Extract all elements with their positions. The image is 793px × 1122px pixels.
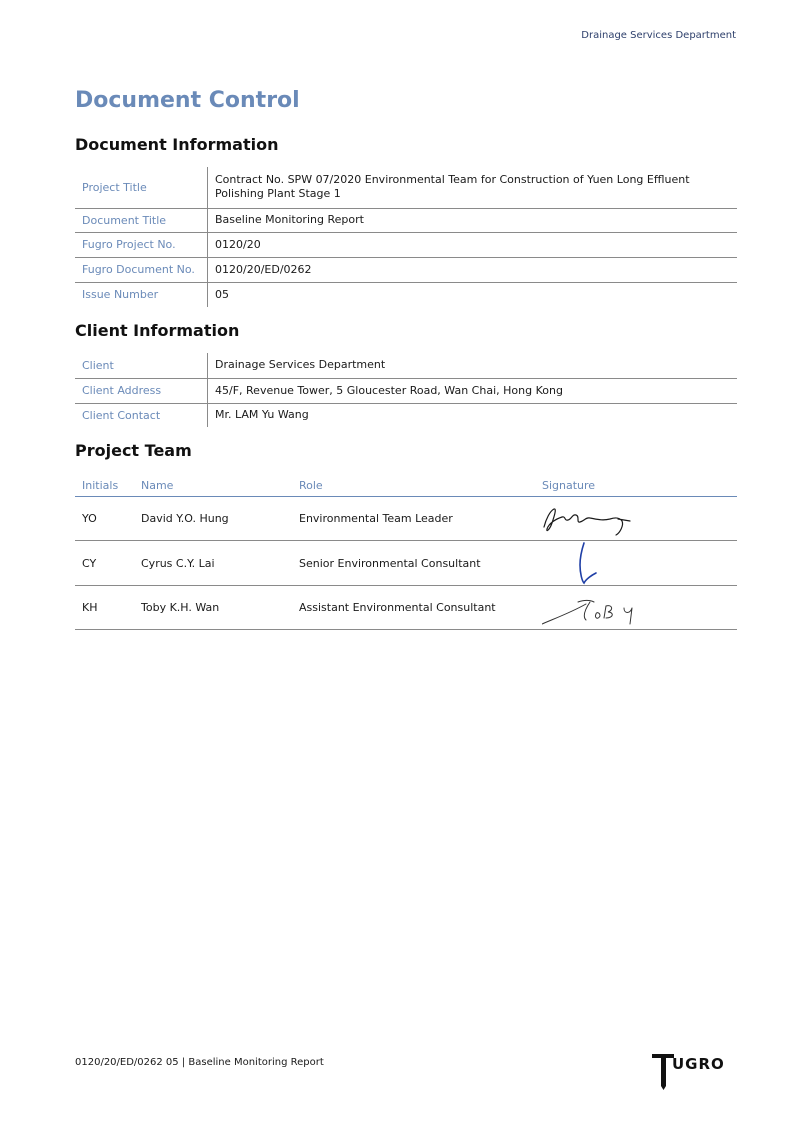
row-label: Issue Number — [75, 282, 208, 307]
table-header-row — [75, 476, 737, 497]
row-value: 0120/20/ED/0262 — [215, 262, 312, 276]
footer-document-reference: 0120/20/ED/0262 05 | Baseline Monitoring Report — [75, 1057, 324, 1068]
svg-text:UGRO: UGRO — [672, 1055, 725, 1073]
member-initials: YO — [75, 497, 134, 541]
member-name: David Y.O. Hung — [134, 497, 292, 541]
member-initials: CY — [75, 541, 134, 586]
table-row — [75, 232, 737, 257]
table-row — [75, 282, 737, 307]
row-label: Fugro Project No. — [75, 232, 208, 257]
member-role: Senior Environmental Consultant — [292, 541, 535, 586]
table-row — [75, 257, 737, 282]
column-header-initials: Initials — [75, 476, 134, 497]
member-signature — [535, 586, 737, 630]
table-row — [75, 403, 737, 427]
document-information-heading: Document Information — [75, 135, 279, 154]
project-team-table — [75, 476, 737, 630]
member-role: Environmental Team Leader — [292, 497, 535, 541]
row-value: 05 — [215, 287, 229, 301]
table-row — [75, 353, 737, 378]
fugro-logo-icon — [652, 1050, 740, 1090]
header-department: Drainage Services Department — [581, 30, 736, 41]
row-value: Drainage Services Department — [215, 358, 386, 372]
member-name: Cyrus C.Y. Lai — [134, 541, 292, 586]
member-initials: KH — [75, 586, 134, 630]
document-information-table — [75, 167, 737, 307]
member-name: Toby K.H. Wan — [134, 586, 292, 630]
member-role: Assistant Environmental Consultant — [292, 586, 535, 630]
row-label: Document Title — [75, 208, 208, 232]
table-row — [75, 167, 737, 208]
column-header-role: Role — [292, 476, 535, 497]
signature-kh-icon — [542, 588, 662, 628]
row-label: Client — [75, 353, 208, 378]
column-header-name: Name — [134, 476, 292, 497]
row-label: Client Contact — [75, 403, 208, 427]
table-row — [75, 208, 737, 232]
table-row — [75, 586, 737, 630]
client-information-heading: Client Information — [75, 321, 240, 340]
row-label: Project Title — [75, 167, 208, 208]
row-value: Baseline Monitoring Report — [215, 213, 364, 226]
member-signature — [535, 497, 737, 541]
member-signature — [535, 541, 737, 586]
client-information-table — [75, 353, 737, 427]
row-value: 0120/20 — [215, 237, 261, 251]
table-row — [75, 541, 737, 586]
column-header-signature: Signature — [535, 476, 737, 497]
row-value: 45/F, Revenue Tower, 5 Gloucester Road, Wan Chai, Hong Kong — [215, 383, 563, 397]
project-team-heading: Project Team — [75, 441, 192, 460]
page-title: Document Control — [75, 88, 300, 113]
row-value: Contract No. SPW 07/2020 Environmental Team for Construction of Yuen Long Effluent Polishing Plant Stage 1 — [215, 173, 690, 201]
row-label: Fugro Document No. — [75, 257, 208, 282]
table-row — [75, 497, 737, 541]
row-label: Client Address — [75, 378, 208, 403]
signature-yo-icon — [542, 499, 652, 539]
signature-cy-icon — [542, 541, 652, 585]
table-row — [75, 378, 737, 403]
row-value: Mr. LAM Yu Wang — [215, 408, 309, 422]
